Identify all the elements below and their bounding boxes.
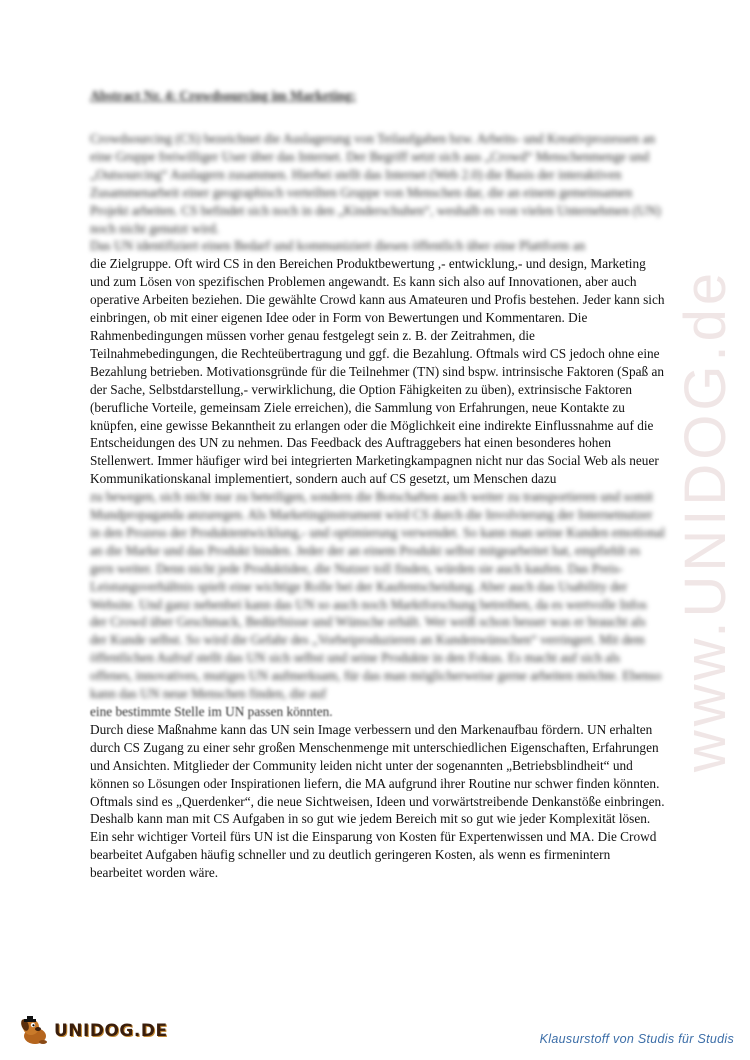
document-title: Abstract Nr. 4: Crowdsourcing im Marketing:	[90, 88, 356, 103]
blurred-middle-paragraph: zu bewegen, sich nicht nur zu beteiligen, sondern die Botschaften auch weiter zu transportieren und somit Mundpropaganda anzuregen. Als Marketinginstrument wird CS durch die Involvierung der Internetnutzer in den Prozess der Produktentwicklung,- und optimierung verwendet. So kann man seine Kunden emotional an die Marke und das Produkt binden. Jeder der an einem Produkt selbst mitgearbeitet hat, empfiehlt es gern weiter. Denn nicht jede Produktidee, die Nutzer toll finden, würden sie auch kaufen. Das Preis-Leistungsverhältnis spielt eine wichtige Rolle bei der Kaufentscheidung. Aber auch das Usability der Website. Und ganz nebenbei kann das UN so auch noch Marktforschung betreiben, da es wertvolle Infos der Crowd über Geschmack, Bedürfnisse und Wünsche erhält. Wer weiß schon besser was er braucht als der Kunde selbst. So wird die Gefahr des „Vorbeiproduzieren an Kundenwünschen“ verringert. Mit dem öffentlichen Aufruf stellt das UN sich selbst und seine Produkte in den Fokus. Es macht auf sich als offenes, innovatives, mutiges UN aufmerksam, für das man möglicherweise gerne arbeiten möchte. Ebenso kann das UN neue Menschen finden, die auf	[90, 489, 665, 702]
visible-paragraph-2: Durch diese Maßnahme kann das UN sein Image verbessern und den Markenaufbau fördern. UN erhalten durch CS Zugang zu einer sehr großen Menschenmenge mit unterschiedlichen Eigenschaften, Erfahrungen und Ansichten. Mitglieder der Community leiden nicht unter der sogenannten „Betriebsblindheit“ und können so Lösungen oder Inspirationen liefern, die MA aufgrund ihrer Routine nur schwer finden könnten. Oftmals sind es „Querdenker“, die neue Sichtweisen, Ideen und vorwärtstreibende Denkanstöße einbringen. Deshalb kann man mit CS Aufgaben in so gut wie jedem Bereich mit so gut wie jeder Komplexität lösen. Ein sehr wichtiger Vorteil fürs UN ist die Einsparung von Kosten für Expertenwissen und MA. Die Crowd bearbeitet Aufgaben häufig schneller und zu deutlich geringeren Kosten, als wenn es firmenintern bearbeitet worden wäre.	[90, 721, 665, 881]
blurred-line: Das UN identifiziert einen Bedarf und kommuniziert diesen öffentlich über eine Plattform an	[90, 238, 586, 254]
footer-tagline: Klausurstoff von Studis für Studis	[539, 1032, 734, 1046]
watermark-text: www.UNIDOG.de	[673, 268, 739, 772]
visible-paragraph-1: die Zielgruppe. Oft wird CS in den Bereichen Produktbewertung ,- entwicklung,- und design, Marketing und zum Lösen von spezifischen Problemen angewandt. Es kann sich also auf Innovationen, aber auch operative Arbeiten beziehen. Die gewählte Crowd kann aus Amateuren und Profis bestehen. Jeder kann sich einbringen, ob mit einer eigenen Idee oder in Form von Bewertungen und Kommentaren. Die Rahmenbedingungen müssen vorher genau festgelegt sein z. B. der Zeitrahmen, die Teilnahmebedingungen, die Rechteübertragung und ggf. die Bezahlung. Oftmals wird CS jedoch ohne eine Bezahlung betrieben. Motivationsgründe für die Teilnehmer (TN) sind bspw. intrinsische Faktoren (Spaß an der Sache, Selbstdarstellung,- verwirklichung, die Option Fähigkeiten zu üben), extrinsische Faktoren (berufliche Vorteile, gemeinsam Ziele erreichen), die Sammlung von Erfahrungen, neue Kontakte zu knüpfen, eine gewisse Bekanntheit zu erlangen oder die Möglichkeit eine indirekte Einflussnahme auf die Entscheidungen des UN zu nehmen. Das Feedback des Auftraggebers hat einen besonderes hohen Stellenwert. Immer häufiger wird bei integrierten Marketingkampagnen nicht nur das Social Web als neuer Kommunikationskanal implementiert, sondern auch auf CS gesetzt, um Menschen dazu	[90, 256, 665, 487]
document-page	[90, 88, 665, 882]
watermark	[673, 260, 739, 780]
blurred-intro-paragraph: Crowdsourcing (CS) bezeichnet die Auslagerung von Teilaufgaben bzw. Arbeits- und Kreativprozessen an eine Gruppe freiwilliger User über das Internet. Der Begriff setzt sich aus „Crowd“ Menschenmenge und „Outsourcing“ Auslagern zusammen. Hierbei stellt das Internet (Web 2.0) die Basis der interaktiven Zusammenarbeit einer geographisch verteilten Gruppe von Menschen dar, die an einem gemeinsamen Projekt arbeiten. CS befindet sich noch in den „Kinderschuhen“, weshalb es von vielen Unternehmen (UN) noch nicht genutzt wird.	[90, 131, 661, 236]
footer	[0, 1012, 750, 1052]
logo-text: UNIDOG.DE	[54, 1021, 168, 1041]
partially-visible-line: eine bestimmte Stelle im UN passen könnten.	[90, 704, 333, 719]
dog-icon	[18, 1016, 52, 1046]
unidog-logo[interactable]	[18, 1016, 168, 1046]
